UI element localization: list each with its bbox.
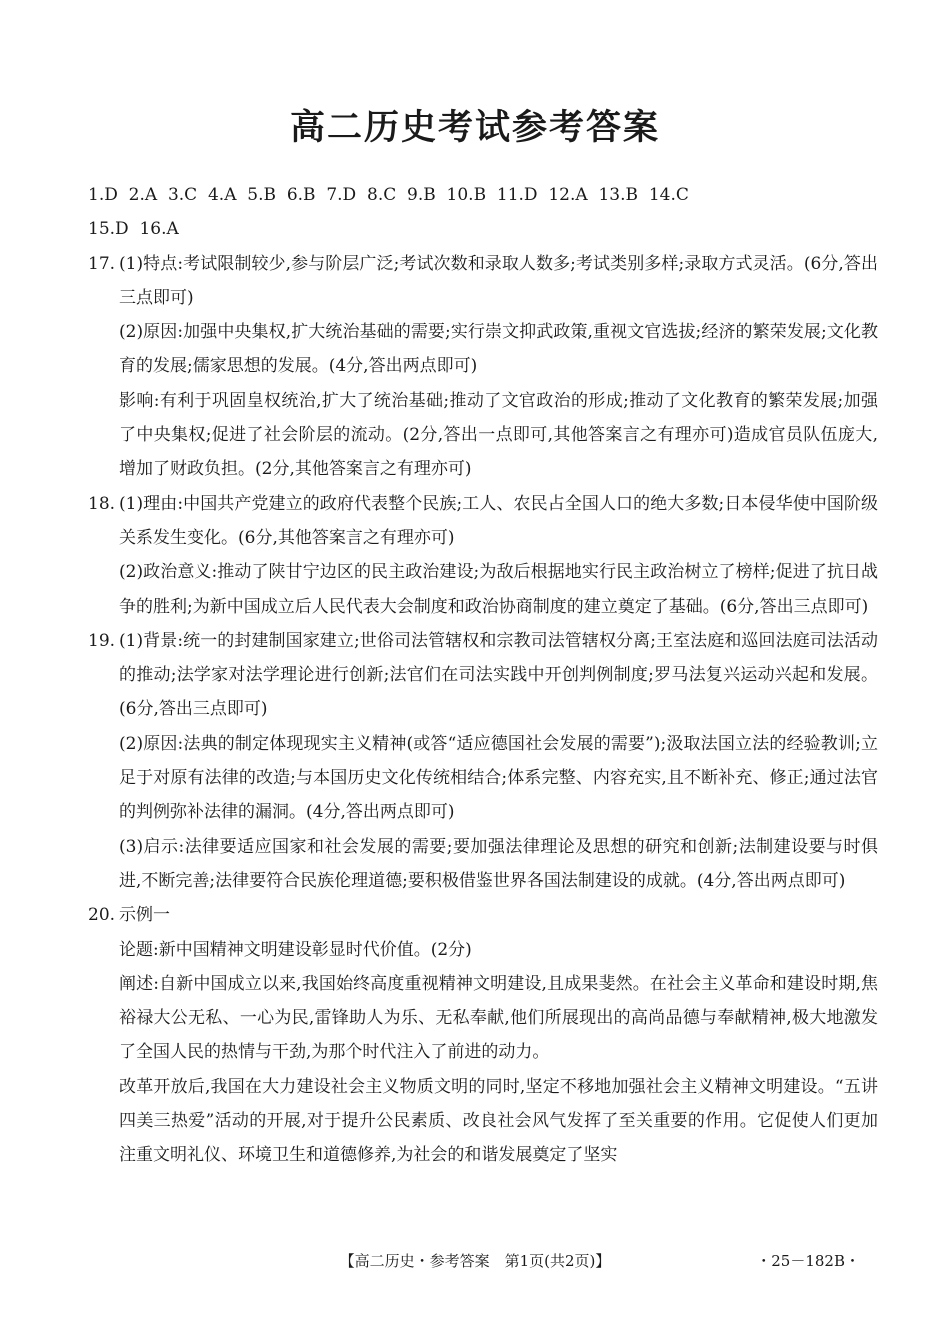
footer-code: ・25－182B・ [756, 1252, 860, 1270]
question-number: 18. [88, 493, 116, 514]
answer-paragraph: 论题:新中国精神文明建设彰显时代价值。(2分) [119, 939, 472, 960]
question-body [119, 624, 878, 898]
question-body [119, 247, 878, 487]
question-number: 20. [88, 905, 116, 926]
page-title: 高二历史考试参考答案 [289, 108, 660, 148]
question-number: 17. [88, 253, 116, 274]
question-number: 19. [88, 630, 116, 651]
answer-paragraph: (3)启示:法律要适应国家和社会发展的需要;要加强法律理论及思想的研究和创新;法制建设要与时俱进,不断完善;法律要符合民族伦理道德;要积极借鉴世界各国法制建设的成就。(4分,答出两点即可) [119, 836, 878, 891]
answer-paragraph: 改革开放后,我国在大力建设社会主义物质文明的同时,坚定不移地加强社会主义精神文明建设。“五讲四美三热爱”活动的开展,对于提升公民素质、改良社会风气发挥了至关重要的作用。它促使人们更加注重文明礼仪、环境卫生和道德修养,为社会的和谐发展奠定了坚实 [119, 1076, 878, 1166]
question-18 [88, 487, 878, 624]
answer-paragraph: (1)背景:统一的封建制国家建立;世俗司法管辖权和宗教司法管辖权分离;王室法庭和巡回法庭司法活动的推动;法学家对法学理论进行创新;法官们在司法实践中开创判例制度;罗马法复兴运动兴起和发展。(6分,答出三点即可) [119, 630, 878, 720]
answer-paragraph: (2)原因:法典的制定体现现实主义精神(或答“适应德国社会发展的需要”);汲取法国立法的经验教训;立足于对原有法律的改造;与本国历史文化传统相结合;体系完整、内容充实,且不断补充、修正;通过法官的判例弥补法律的漏洞。(4分,答出两点即可) [119, 733, 878, 823]
footer-page-label: 【高二历史・参考答案 第1页(共2页)】 [339, 1252, 611, 1270]
mc-answers-line-1: 1.D 2.A 3.C 4.A 5.B 6.B 7.D 8.C 9.B 10.B 11.D 12.A 13.B 14.C [88, 185, 689, 205]
mc-answers-line-2: 15.D 16.A [88, 219, 179, 240]
answer-paragraph: 阐述:自新中国成立以来,我国始终高度重视精神文明建设,且成果斐然。在社会主义革命和建设时期,焦裕禄大公无私、一心为民,雷锋助人为乐、无私奉献,他们所展现出的高尚品德与奉献精神,极大地激发了全国人民的热情与干劲,为那个时代注入了前进的动力。 [119, 973, 878, 1063]
question-19 [88, 624, 878, 898]
page-footer [0, 1250, 950, 1276]
example-heading: 示例一 [119, 905, 170, 926]
answer-paragraph: (2)原因:加强中央集权,扩大统治基础的需要;实行崇文抑武政策,重视文官选拔;经济的繁荣发展;文化教育的发展;儒家思想的发展。(4分,答出两点即可) [119, 322, 878, 377]
answer-paragraph: 影响:有利于巩固皇权统治,扩大了统治基础;推动了文官政治的形成;推动了文化教育的繁荣发展;加强了中央集权;促进了社会阶层的流动。(2分,答出一点即可,其他答案言之有理亦可)造成官员队伍庞大,增加了财政负担。(2分,其他答案言之有理亦可) [119, 390, 878, 480]
question-17 [88, 247, 878, 487]
question-body [119, 898, 878, 1172]
question-20 [88, 898, 878, 1172]
question-body [119, 487, 878, 624]
answer-paragraph: (1)理由:中国共产党建立的政府代表整个民族;工人、农民占全国人口的绝大多数;日本侵华使中国阶级关系发生变化。(6分,其他答案言之有理亦可) [119, 493, 878, 548]
answer-paragraph: (1)特点:考试限制较少,参与阶层广泛;考试次数和录取人数多;考试类别多样;录取方式灵活。(6分,答出三点即可) [119, 253, 878, 308]
answer-paragraph: (2)政治意义:推动了陕甘宁边区的民主政治建设;为敌后根据地实行民主政治树立了榜样;促进了抗日战争的胜利;为新中国成立后人民代表大会制度和政治协商制度的建立奠定了基础。(6分,答出三点即可) [119, 562, 878, 617]
answer-content [88, 178, 878, 1173]
